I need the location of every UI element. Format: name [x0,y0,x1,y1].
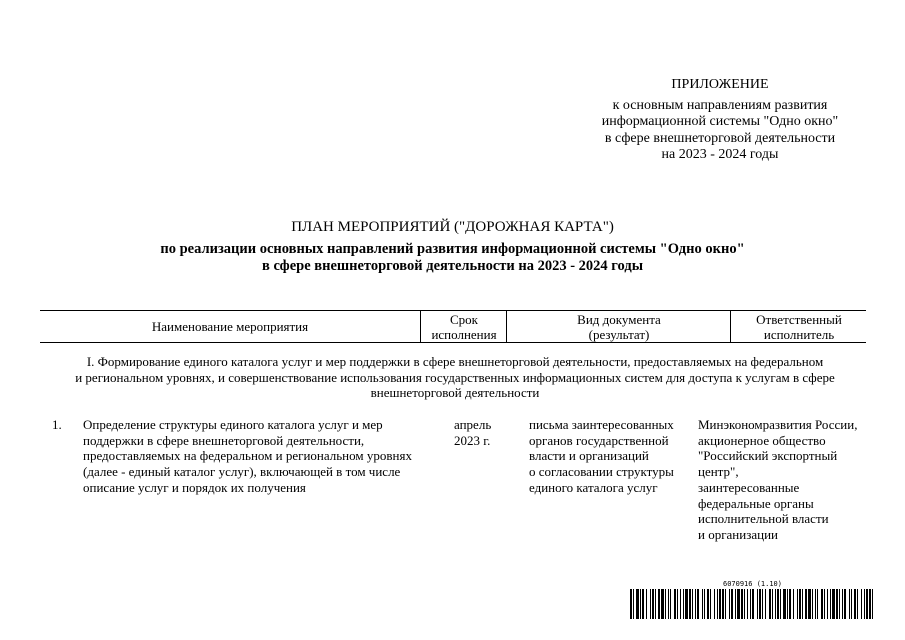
header-name: Наименование мероприятия [151,319,309,334]
row-document-line: письма заинтересованных [529,417,674,432]
barcode-bar [780,589,781,619]
barcode-bar [741,589,743,619]
barcode-bar [735,589,736,619]
barcode-bar [737,589,740,619]
barcode-bar [714,589,715,619]
barcode-bar [866,589,868,619]
barcode-bar [729,589,730,619]
barcode-bar [821,589,823,619]
row-responsible-line: и организации [698,526,778,542]
appendix-line: информационной системы "Одно окно" [601,114,839,129]
barcode-bar [633,589,634,619]
barcode-bar [772,589,773,619]
barcode-bar [765,589,766,619]
barcode-bar [642,589,644,619]
section-line: I. Формирование единого каталога услуг и мер поддержки в сфере внешнеторговой деятельности, предоставляемых на федеральном [86,354,824,369]
subtitle-line: в сфере внешнеторговой деятельности на 2023 - 2024 годы [261,258,644,274]
barcode-bar [757,589,758,619]
barcode-bar [805,589,807,619]
appendix-heading: ПРИЛОЖЕНИЕ [671,77,769,92]
barcode-bar [797,589,798,619]
row-term-line: 2023 г. [454,432,491,448]
row-document-line: власти и организаций [529,448,649,464]
row-responsible-line: "Российский экспортный [698,448,838,464]
barcode-bar [827,589,828,619]
row-document-line: о согласовании структуры [529,464,674,480]
row-responsible-line: акционерное общество [698,432,826,448]
barcode-bar [832,589,835,619]
barcode-bar [836,589,838,619]
row-document-line: единого каталога услуг [529,479,658,495]
barcode-bar [677,589,678,619]
barcode-bar [849,589,850,619]
barcode-bar [830,589,831,619]
barcode-bar [652,589,654,619]
barcode-bar [719,589,721,619]
row-responsible-line: федеральные органы [698,495,814,511]
appendix-line: на 2023 - 2024 годы [661,147,779,162]
header-responsible: Ответственный исполнитель [730,311,867,342]
barcode-bar [640,589,641,619]
barcode-bar [815,589,816,619]
header-document [506,311,731,342]
barcode-bar [655,589,656,619]
barcode-bar [762,589,763,619]
row-responsible-line: заинтересованные [698,479,800,495]
barcode-bar [650,589,651,619]
barcode-bar [692,589,693,619]
barcode-bar [747,589,748,619]
appendix-line: к основным направлениям развития [612,97,828,113]
row-name [83,417,428,496]
barcode-bar [685,589,688,619]
row-responsible [698,417,863,543]
plan-subtitle [0,241,905,275]
barcode-bar [872,589,873,619]
header-term-line: Срок [450,311,478,327]
row-name-line: Определение структуры единого каталога услуг и мер [83,417,383,432]
row-name-line: (далее - единый каталог услуг), включающей в том числе [83,464,401,480]
barcode-bar [777,589,779,619]
appendix-line: в сфере внешнеторговой деятельности [604,130,836,146]
barcode-bar [808,589,811,619]
barcode-bar [752,589,754,619]
barcode-bar [630,589,632,619]
barcode-bar [731,589,733,619]
barcode-bar [787,589,788,619]
appendix-block [560,77,880,164]
barcode-bar [744,589,745,619]
barcode-bar [750,589,751,619]
barcode-image [630,589,875,619]
barcode-bar [864,589,865,619]
row-document [529,417,689,496]
barcode-bar [707,589,709,619]
barcode-block [630,580,875,619]
barcode-bar [844,589,846,619]
plan-title: ПЛАН МЕРОПРИЯТИЙ ("ДОРОЖНАЯ КАРТА") [291,219,614,235]
barcode-bar [658,589,660,619]
barcode-bar [704,589,705,619]
barcode-bar [710,589,711,619]
table-header [40,310,866,343]
barcode-bar [839,589,840,619]
barcode-bar [851,589,852,619]
barcode-bar [775,589,776,619]
row-document-line: органов государственной [529,432,669,448]
row-responsible-line: Минэкономразвития России, [698,417,858,432]
row-responsible-line: центр", [698,464,739,480]
row-name-line: описание услуг и порядок их получения [83,479,306,495]
barcode-bar [869,589,871,619]
barcode-bar [783,589,786,619]
barcode-bar [717,589,718,619]
header-document-line: Вид документа [577,311,661,327]
header-term-line: исполнения [431,326,497,342]
barcode-bar [799,589,801,619]
barcode-bar [812,589,813,619]
barcode-bar [689,589,691,619]
barcode-bar [789,589,791,619]
barcode-bar [769,589,771,619]
barcode-bar [857,589,858,619]
barcode-bar [695,589,696,619]
barcode-bar [802,589,803,619]
row-number: 1. [52,417,62,432]
header-term [420,311,507,342]
barcode-bar [759,589,761,619]
barcode-bar [670,589,671,619]
subtitle-line: по реализации основных направлений развития информационной системы "Одно окно" [160,241,745,257]
barcode-bar [683,589,684,619]
barcode-bar [646,589,647,619]
row-term-line: апрель [454,417,492,432]
barcode-bar [722,589,724,619]
barcode-bar [861,589,862,619]
barcode-bar [824,589,825,619]
barcode-bar [661,589,664,619]
barcode-bar [668,589,669,619]
barcode-bar [702,589,703,619]
barcode-bar [854,589,856,619]
barcode-bar [842,589,843,619]
barcode-bar [665,589,666,619]
barcode-bar [674,589,676,619]
barcode-bar [725,589,726,619]
section-heading [60,354,850,401]
header-document-line: (результат) [588,326,650,342]
barcode-bar [680,589,681,619]
barcode-bar [636,589,639,619]
row-responsible-line: исполнительной власти [698,511,829,527]
barcode-bar [697,589,699,619]
section-line: внешнеторговой деятельности [370,385,540,400]
barcode-bar [817,589,818,619]
barcode-label: 6070916 (1.10) [722,580,782,588]
section-line: и региональном уровнях, и совершенствование использования государственных информационных систем для доступа к услугам в сфере [75,369,835,385]
barcode-bar [793,589,794,619]
row-name-line: предоставляемых на федеральном и региональном уровнях [83,448,412,464]
row-term [454,417,514,448]
row-name-line: поддержки в сфере внешнеторговой деятельности, [83,432,365,448]
